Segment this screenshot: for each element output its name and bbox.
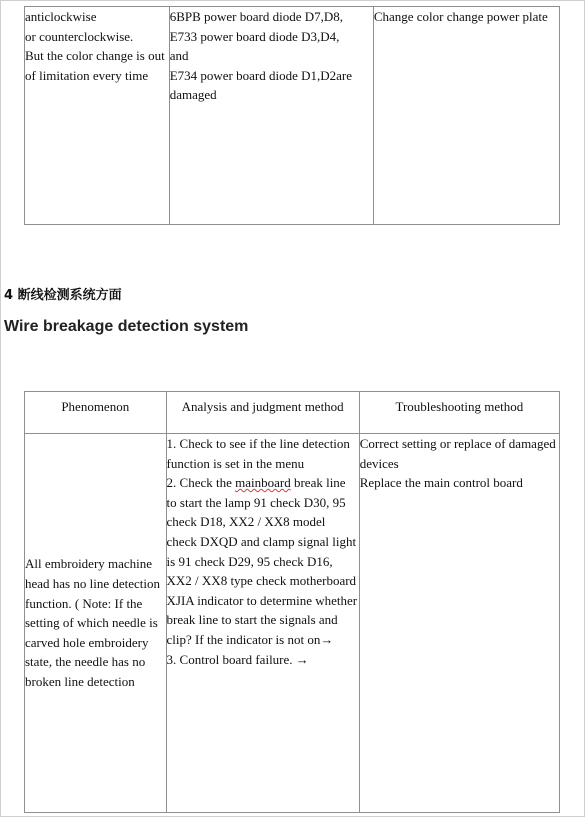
header-analysis: Analysis and judgment method [166,392,359,434]
analysis-text: 6BPB power board diode D7,D8, E733 power board diode D3,D4, and E734 power board diode D1,D2are damaged [169,9,353,103]
troubleshooting-cell [359,434,559,813]
phenomenon-cell [25,434,167,813]
phenomenon-text: All embroidery machine head has no line detection function. ( Note: If the setting of which needle is carved hole embroidery state, the needle has no broken line detection [25,556,161,689]
troubleshooting-cell [373,7,559,225]
section-heading-english: Wire breakage detection system [4,318,249,335]
table-header-row [25,392,560,434]
header-phenomenon: Phenomenon [25,392,167,434]
color-change-table [24,6,560,225]
troubleshooting-text: Change color change power plate [373,9,548,24]
phenomenon-text: anticlockwise or counterclockwise. But the color change is out of limitation every time [25,9,165,83]
phenomenon-cell [25,7,170,225]
analysis-step-2 [167,473,359,649]
analysis-cell [169,7,373,225]
analysis-cell [166,434,359,813]
table-row [25,7,560,225]
analysis-step-1: 1. Check to see if the line detection function is set in the menu [166,436,350,471]
analysis-step-3: 3. Control board failure. → [166,651,309,667]
wire-breakage-table [24,391,560,813]
table-row [25,434,560,813]
analysis-step-2-start: 2. Check the [166,475,236,491]
spellcheck-word: mainboard [235,475,291,491]
troubleshooting-text: Correct setting or replace of damaged devices Replace the main control board [359,436,556,491]
header-troubleshooting: Troubleshooting method [359,392,559,434]
section-heading-chinese: 4 断线检测系统方面 [4,288,122,303]
analysis-step-2-rest: break line to start the lamp 91 check D30, 95 check D18, XX2 / XX8 model check DXQD and clamp signal light is 91 check D29, 95 check D16, XX2 / XX8 type check motherboard XJIA indicator to determine whether break line to start the signals and clip? If the indicator is not on→ [166,475,358,647]
